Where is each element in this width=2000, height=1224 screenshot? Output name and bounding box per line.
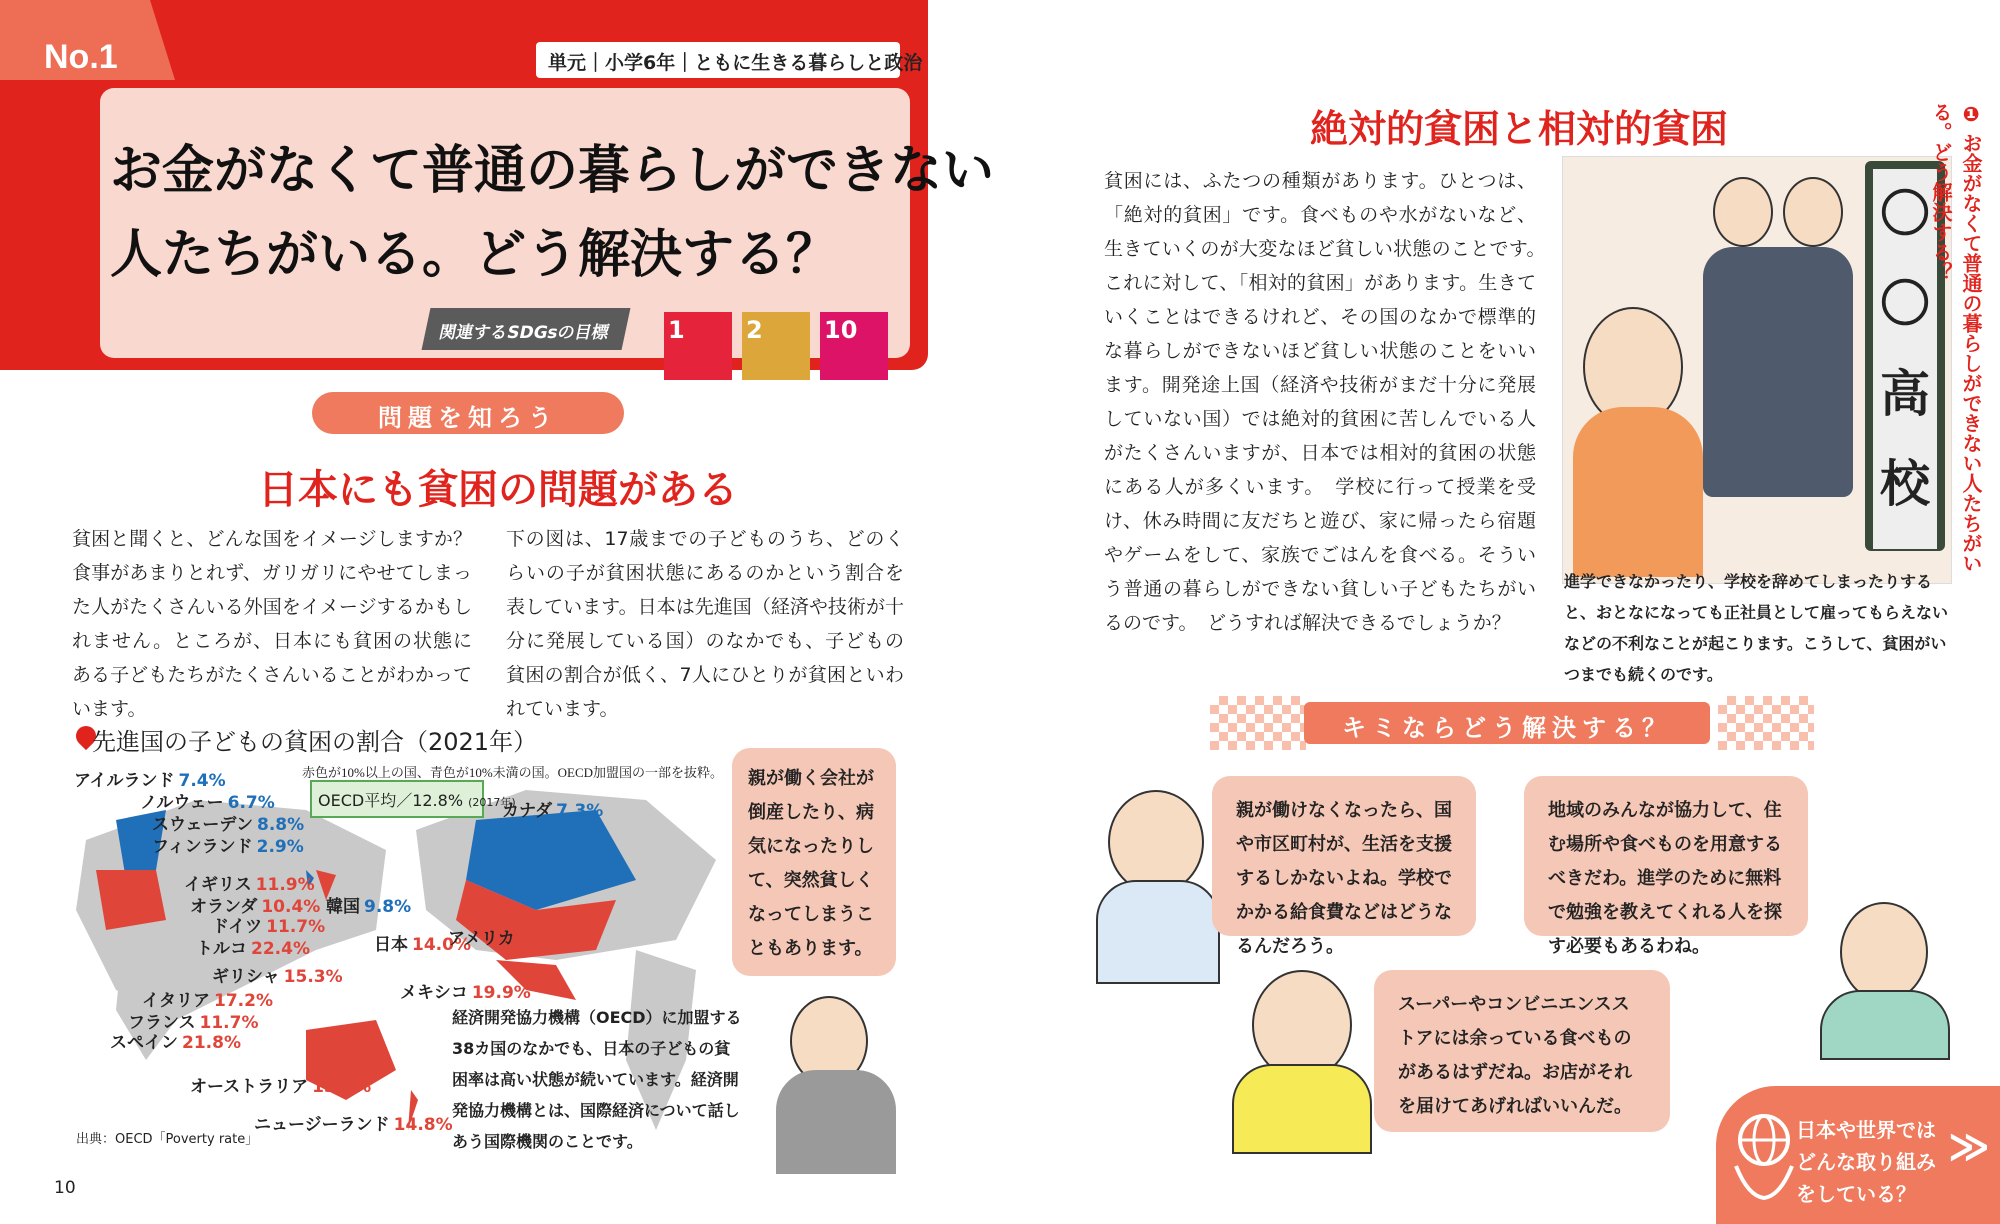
boy-cap-body [1232,1064,1372,1154]
page-number: 10 [54,1178,76,1198]
country-rate: 21.8% [182,1033,241,1053]
country-label [110,1028,241,1053]
speech-bubble-cap-boy: スーパーやコンビニエンスストアには余っている食べものがあるはずだね。お店がそれを届けてあげればいいんだ。 [1374,970,1670,1132]
country-name: 韓国 [326,897,360,917]
section-heading: 日本にも貧困の問題がある [258,467,738,513]
country-rate: 14.8% [393,1115,453,1135]
country-rate: 11.7% [266,917,326,937]
country-name: メキシコ [400,983,468,1003]
country-rate: 11.9% [255,875,315,895]
boy-glasses-body [1096,880,1220,984]
country-name: トルコ [196,939,247,959]
country-rate: 22.4% [251,939,310,959]
map-note: 赤色が10%以上の国、青色が10%未満の国。OECD加盟国の一部を抜粋。 [302,765,724,780]
country-name: イギリス [184,875,252,895]
europe-shape [96,870,166,930]
country-name: ギリシャ [212,967,280,987]
country-rate: 13.3% [312,1077,372,1097]
country-label [190,1072,371,1097]
oecd-average-box [310,780,516,818]
country-name: ドイツ [212,917,263,937]
speech-bubble-teacher: 親が働く会社が倒産したり、病気になったりして、突然貧しくなってしまうこともあります。 [732,748,896,976]
country-name: ニュージーランド [254,1115,390,1135]
teacher-body [776,1070,896,1174]
country-label [400,978,531,1003]
country-label [326,892,411,917]
country-name: 日本 [374,935,408,955]
student-a-face [1713,177,1773,247]
student-b-face [1783,177,1843,247]
country-name: カナダ [502,801,553,821]
country-name: イタリア [142,991,210,1011]
country-rate: 13.7% [518,929,578,949]
page-title-line1: お金がなくて普通の暮らしができない [110,141,995,201]
oecd-average-year: (2017年) [468,796,516,809]
country-rate: 7.3% [556,801,604,821]
right-heading: 絶対的貧困と相対的貧困 [1310,107,1729,151]
country-rate: 7.4% [178,771,226,791]
country-rate: 19.9% [471,983,531,1003]
country-rate: 15.3% [283,967,343,987]
sdg-goal-10-icon: 10 [820,312,888,380]
page-title-line2: 人たちがいる。どう解決する？ [110,225,839,285]
country-name: オーストラリア [190,1077,309,1097]
country-label [502,796,603,821]
country-name: アメリカ [448,929,515,949]
country-rate: 8.8% [256,815,305,835]
country-rate: 17.2% [214,991,273,1011]
sign-char-1: 〇 [1880,185,1930,243]
map-title: 先進国の子どもの貧困の割合（2021年） [92,728,538,756]
source-note: 出典：OECD「Poverty rate」 [76,1132,259,1147]
checker-decoration-left [1210,696,1306,750]
boy-glasses-face [1108,790,1204,894]
country-name: フランス [128,1013,196,1033]
country-name: スウェーデン [152,815,253,835]
girl-body [1573,407,1703,577]
sdg-goal-1-icon: 1 [664,312,732,380]
chapter-number: No.1 [44,38,118,76]
country-rate: 11.7% [199,1013,259,1033]
country-label [152,832,304,857]
sign-char-3: 高 [1880,365,1930,423]
country-rate: 6.7% [227,793,275,813]
country-name: スペイン [110,1033,178,1053]
girl-thinking-body [1820,990,1950,1060]
country-rate: 10.4% [261,897,321,917]
speech-bubble-girl: 地域のみんなが協力して、住む場所や食べものを用意するべきだわ。進学のために無料で勉強を教えてくれる人を探す必要もあるわね。 [1524,776,1808,936]
country-label [448,924,578,949]
girl-thinking-face [1840,902,1928,1002]
country-rate: 14.0% [412,935,471,955]
school-illustration [1562,156,1952,584]
country-name: ノルウェー [140,793,224,813]
oecd-note: 経済開発協力機構（OECD）に加盟する38カ国のなかでも、日本の子どもの貧困率は高い状態が続いています。経済開発協力機構とは、国際経済について話しあう国際機関のことです。 [452,1008,742,1151]
next-topic-text[interactable]: 日本や世界ではどんな取り組みをしている？ [1796,1118,1936,1206]
section-pill: 問題を知ろう [312,392,624,434]
speech-bubble-boy: 親が働けなくなったら、国や市区町村が、生活を支援するしかないよね。学校でかかる給食費などはどうなるんだろう。 [1212,776,1476,936]
globe-icon [1732,1106,1796,1202]
country-rate: 2.9% [256,837,304,857]
country-label [212,962,343,987]
discussion-pill: キミならどう解決する？ [1304,702,1710,744]
country-name: オランダ [190,897,258,917]
poverty-types-paragraph: 貧困には、ふたつの種類があります。ひとつは、「絶対的貧困」です。食べものや水がないなど、生きていくのが大変なほど貧しい状態のことです。 これに対して、「相対的貧困」があります。生きていくことはできるけれど、その国のなかで標準的な暮らしができないほど貧しい状態のことをいいます。開発途上国（経済や技術がまだ十分に発展していない国）では絶対的貧困に苦しんでいる人がたくさんいますが、日本では相対的貧困の状態にある人が多くいます。 学校に行って授業を受け、休み時間に友だちと遊び、家に帰ったら宿題やゲームをして、家族でごはんを食べる。そういう普通の暮らしができない貧しい子どもたちがいるのです。 どうすれば解決できるでしょうか？ [1104,170,1556,634]
oecd-average-value: OECD平均／12.8% [318,791,464,810]
country-rate: 9.8% [364,897,412,917]
country-name: フィンランド [152,837,253,857]
chart-intro-paragraph: 下の図は、17歳までの子どものうち、どのくらいの子が貧困状態にあるのかという割合を表しています。日本は先進国（経済や技術が十分に発展している国）のなかでも、子どもの貧困の割合が低く、7人にひとりが貧困といわれています。 [506,528,904,720]
students-uniform [1703,247,1853,497]
country-label [254,1110,453,1135]
sign-char-4: 校 [1880,455,1930,513]
intro-paragraph: 貧困と聞くと、どんな国をイメージしますか？食事があまりとれず、ガリガリにやせてしまった人がたくさんいる外国をイメージするかもしれません。ところが、日本にも貧困の状態にある子どもたちがたくさんいることがわかっています。 [72,528,472,720]
chevron-right-icon[interactable]: ≫ [1948,1124,1990,1170]
vertical-running-title: ❶ お金がなくて普通の暮らしができない人たちがいる。どう解決する？ [1929,102,1983,573]
sdg-goal-2-icon: 2 [742,312,810,380]
illustration-caption: 進学できなかったり、学校を辞めてしまったりすると、おとなになっても正社員として雇ってもらえないなどの不利なことが起こります。こうして、貧困がいつまでも続くのです。 [1564,572,1949,684]
sign-char-2: 〇 [1880,275,1930,333]
checker-decoration-right [1718,696,1814,750]
country-label [196,934,310,959]
country-name: アイルランド [74,771,175,791]
sdg-label: 関連するSDGsの目標 [422,308,631,350]
unit-label: 単元｜小学6年｜ともに生きる暮らしと政治 [536,42,900,78]
